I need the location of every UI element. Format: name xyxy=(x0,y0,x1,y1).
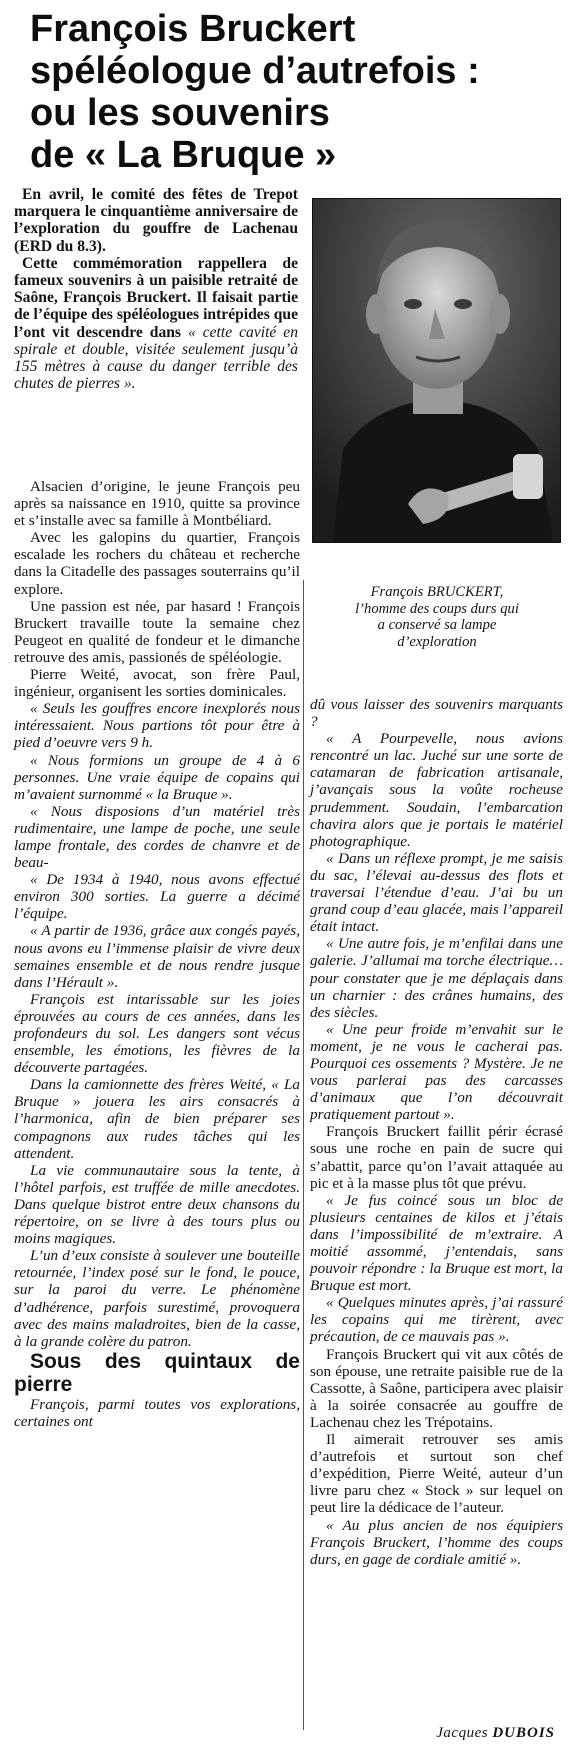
col2-p7 xyxy=(310,1192,563,1295)
col2-p5 xyxy=(310,1021,563,1124)
col1-p10 xyxy=(14,991,300,1076)
col2-p3 xyxy=(310,850,563,935)
col2-p1 xyxy=(310,696,563,730)
col1-p9-quote: « A partir de 1936, grâce aux congés payés, nous avons eu l’immense plaisir de vivre deux semaines ensemble et de nous rendre jusque dans l’Hérault ». xyxy=(14,922,300,991)
column-2 xyxy=(310,696,563,1568)
col2-p4-quote: « Une autre fois, je m’enfilai dans une galerie. J’allumai ma torche électrique… pour constater que je me déplaçais dans un charnier : des crânes humains, des des siècles. xyxy=(310,935,563,1021)
col1-p6 xyxy=(14,752,300,803)
col1-p5-quote: « Seuls les gouffres encore inexplorés nous intéressaient. Nous partions tôt pour être à pied d’oeuvre vers 9 h. xyxy=(14,700,300,752)
portrait-image xyxy=(313,199,560,542)
col1-p4: Pierre Weité, avocat, son frère Paul, ingénieur, organisent les sorties dominicales. xyxy=(14,666,300,701)
col1-p3: Une passion est née, par hasard ! François Bruckert travaille toute la semaine chez Peugeot en qualité de fondeur et le dimanche retrouve des amis, passionés de spéléologie. xyxy=(14,597,300,666)
col1-p7-quote: « Nous disposions d’un matériel très rudimentaire, une lampe de poche, une seule lampe frontale, des cordes de chanvre et de beau- xyxy=(14,802,300,872)
col1-p1: Alsacien d’origine, le jeune François peu après sa naissance en 1910, quitte sa province et s’installe avec sa famille à Montbéliard. xyxy=(14,478,300,530)
col1-p11 xyxy=(14,1076,300,1161)
lead-p2-quote: « cette cavité en spirale et double, visitée seulement jusqu’à 155 mètres à cause du danger terrible des chutes de pierres ». xyxy=(14,323,299,393)
col1-p5 xyxy=(14,700,300,751)
col1-p8-quote: « De 1934 à 1940, nous avons effectué environ 300 sorties. La guerre a décimé l’équipe. xyxy=(14,871,300,923)
col1-p14 xyxy=(14,1396,300,1430)
col1-p13 xyxy=(14,1247,300,1350)
lead-p2 xyxy=(14,255,298,393)
col1-p7 xyxy=(14,803,300,871)
col2-p11 xyxy=(310,1517,563,1568)
photo-caption xyxy=(312,584,562,650)
col1-p13-text: L’un d’eux consiste à soulever une bouteille retournée, l’index posé sur le fond, le pouce, sur la paroi du verre. Le phénomène d’adhérence, parfois surestimé, provoquera avec des mains maladroites, bien de la casse, à la grande colère du patron. xyxy=(14,1247,300,1350)
col2-p3-quote: « Dans un réflexe prompt, je me saisis du sac, l’élevai au-dessus des flots et traversai l’étendue d’eau. J’ai bu un grand coup d’eau glacée, mais l’appareil était intact. xyxy=(310,849,563,936)
col1-p9 xyxy=(14,922,300,990)
headline-line-4: de « La Bruque » xyxy=(30,134,337,176)
subheading: Sous des quintaux de pierre xyxy=(14,1349,300,1396)
col1-p10-text: François est intarissable sur les joies éprouvées au cours de ces années, dans les profondeurs du sol. Les dangers sont vécus ensemble, les émotions, les fièvres de la découverte partagées. xyxy=(14,990,300,1077)
col2-p7-quote: « Je fus coincé sous un bloc de plusieurs centaines de kilos et j’étais dans l’impossibilité de m’extraire. A moitié assommé, j’entendais, sans pouvoir répondre : la Bruque est mort, la Bruque est mort. xyxy=(310,1191,563,1295)
col2-p2-quote: « A Pourpevelle, nous avions rencontré un lac. Juché sur une sorte de catamaran de fabrication artisanale, j’avançais sous la voûte rocheuse prudemment. Soudain, l’embarcation chavira alors que je portais le matériel photographique. xyxy=(310,730,563,850)
caption-line-4: d’exploration xyxy=(397,633,477,650)
col1-p11-text: Dans la camionnette des frères Weité, « La Bruque » jouera les airs consacrés à l’harmonica, afin de bien préparer ses compagnons aux rudes tâches qui les attendent. xyxy=(14,1076,300,1162)
col2-p6: François Bruckert faillit périr écrasé sous une roche en pain de sucre qui s’abattit, parce qu’on l’avait attaquée au pic et à la masse plus tôt que prévu. xyxy=(310,1123,563,1192)
col2-p5-quote: « Une peur froide m’envahit sur le moment, je ne vous le cacherai pas. Pourquoi ces ossements ? Mystère. Je ne vous parlerai pas des carcasses d’animaux que l’on découvrait pratiquement partout ». xyxy=(310,1020,563,1124)
headline-line-2: spéléologue d’autrefois : xyxy=(30,50,480,92)
portrait-photo xyxy=(312,198,561,543)
headline-line-1: François Bruckert xyxy=(30,8,356,50)
caption-line-3: a conservé sa lampe xyxy=(377,617,497,634)
caption-line-1: François BRUCKERT, xyxy=(370,584,504,600)
col1-p6-quote: « Nous formions un groupe de 4 à 6 personnes. Une vraie équipe de copains qui m’avaient surnommé « la Bruque ». xyxy=(14,751,300,803)
col2-p10: Il aimerait retrouver ses amis d’autrefois et surtout son chef d’expédition, Pierre Weité, auteur d’un livre paru chez « Stock » sur lequel on peut lire la dédicace de l’auteur. xyxy=(310,1431,563,1517)
col1-p12 xyxy=(14,1162,300,1247)
column-divider xyxy=(303,580,304,1730)
col1-p8 xyxy=(14,871,300,922)
col1-p14-text: François, parmi toutes vos explorations, certaines ont xyxy=(14,1395,300,1430)
col2-p8-quote: « Quelques minutes après, j’ai rassuré les copains qui me tirèrent, avec précaution, de ce mauvais pas ». xyxy=(310,1294,563,1346)
col2-p4 xyxy=(310,935,563,1020)
col2-p9: François Bruckert qui vit aux côtés de son épouse, une retraite paisible rue de la Cassotte, à Saône, participera avec plaisir à la soirée consacrée au gouffre de Lachenau chez les Trépotains. xyxy=(310,1345,563,1431)
author-last-name: DUBOIS xyxy=(492,1725,555,1741)
headline xyxy=(30,8,570,176)
lead-paragraph xyxy=(14,186,298,392)
headline-line-3: ou les souvenirs xyxy=(30,92,330,134)
col1-p12-text: La vie communautaire sous la tente, à l’hôtel parfois, est truffée de mille anecdotes. Dans quelque bistrot entre deux chansons du répertoire, on se livre à des tours plus ou moins magiques. xyxy=(14,1161,300,1248)
author-first-name: Jacques xyxy=(436,1725,489,1741)
author-signature xyxy=(436,1725,555,1742)
col2-p8 xyxy=(310,1294,563,1345)
lead-p1: En avril, le comité des fêtes de Trepot marquera le cinquantième anniversaire de l’exploration du gouffre de Lachenau (ERD du 8.3). xyxy=(14,186,298,255)
lead-p2-bold: Cette commémoration rappellera de fameux souvenirs à un paisible retraité de Saône, François Bruckert. Il faisait partie de l’équipe des spéléologues intrépides que l’ont vit descendre dans xyxy=(14,254,298,341)
col2-p1-text: dû vous laisser des souvenirs marquants ? xyxy=(310,696,563,731)
caption-line-2: l’homme des coups durs qui xyxy=(355,600,519,617)
col1-p2: Avec les galopins du quartier, François escalade les rochers du château et recherche dans la Citadelle des passages souterrains qu’il explore. xyxy=(14,529,300,598)
col2-p11-quote: « Au plus ancien de nos équipiers François Bruckert, l’homme des coups durs, en gage de cordiale amitié ». xyxy=(310,1516,563,1568)
col2-p2 xyxy=(310,730,563,850)
column-1 xyxy=(14,478,300,1430)
